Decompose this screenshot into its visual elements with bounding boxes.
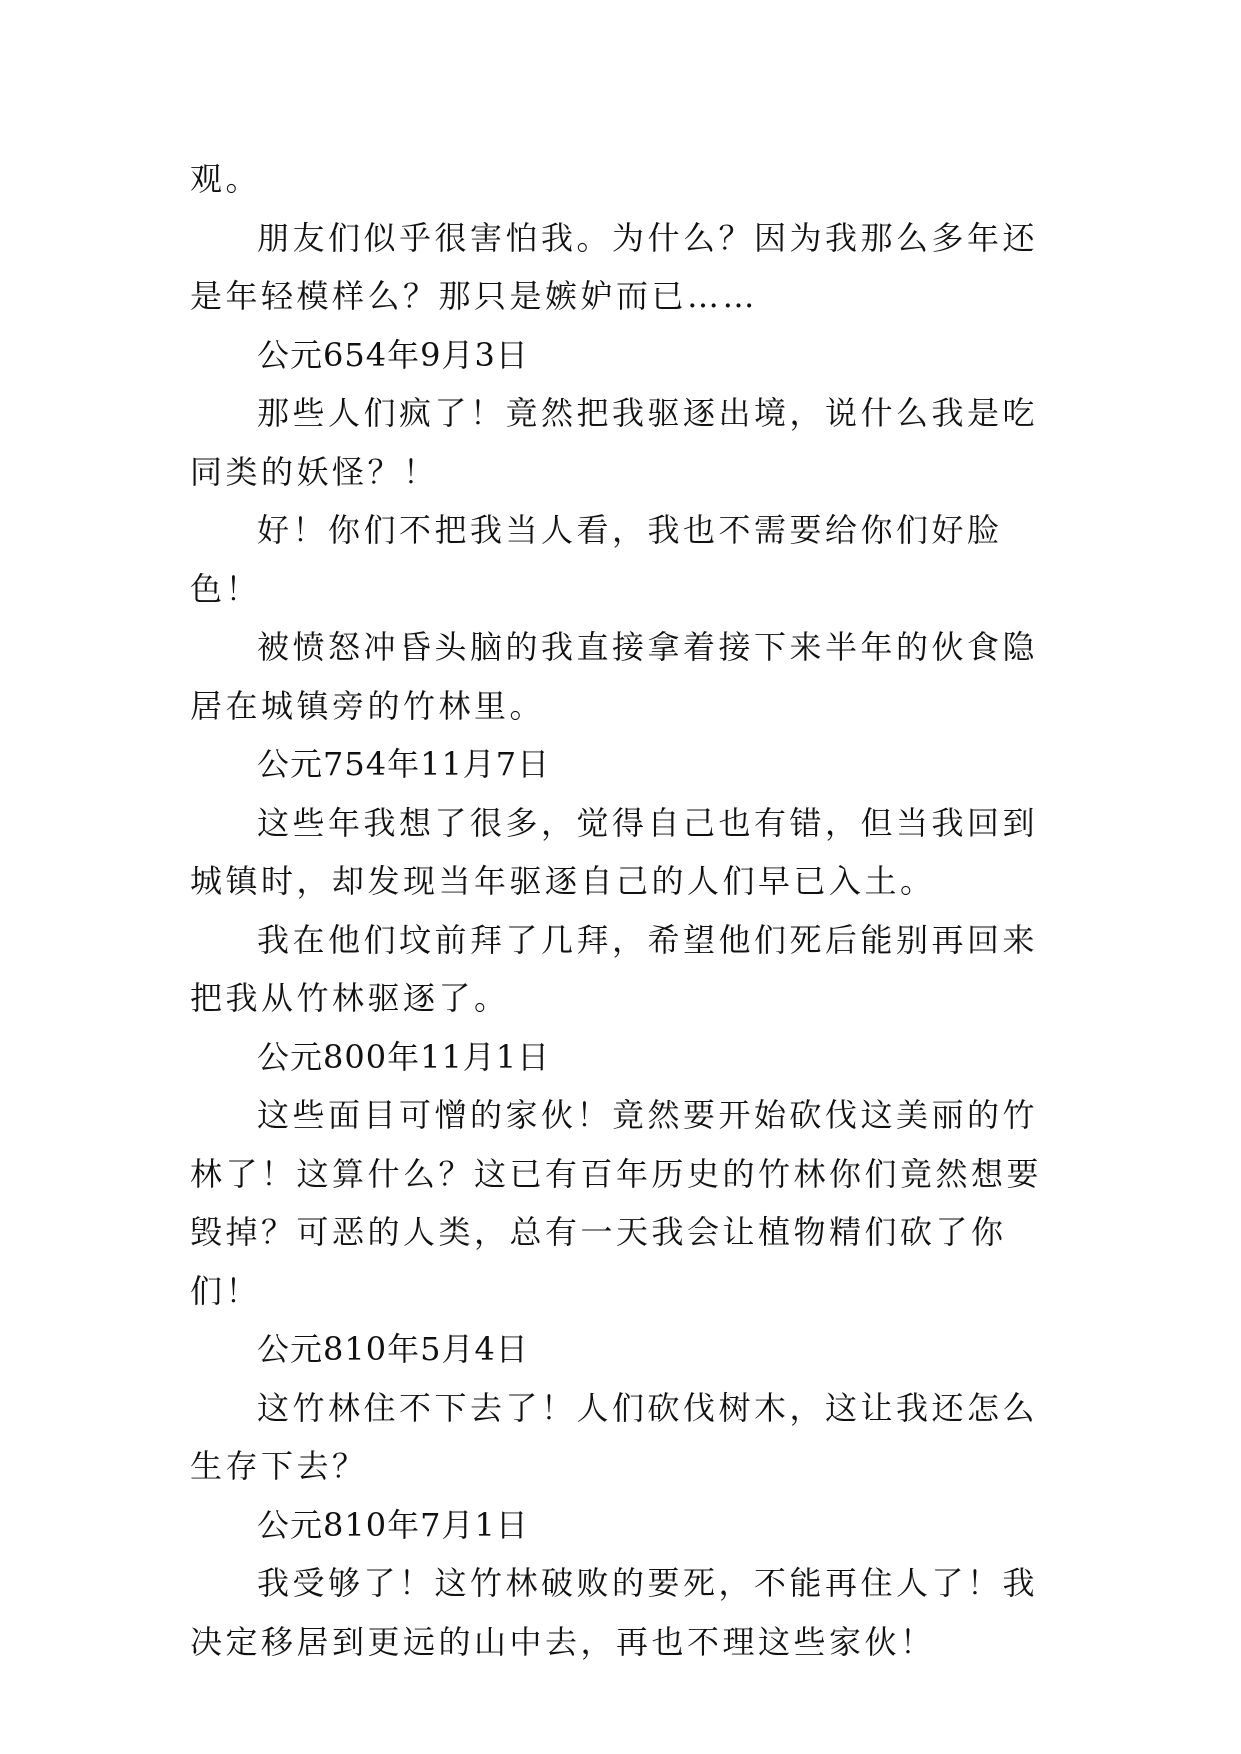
paragraph: 这些年我想了很多，觉得自己也有错，但当我回到城镇时，却发现当年驱逐自己的人们早已入土。: [190, 803, 1039, 900]
paragraph: 被愤怒冲昏头脑的我直接拿着接下来半年的伙食隐居在城镇旁的竹林里。: [190, 628, 1039, 725]
paragraph: 我受够了！这竹林破败的要死，不能再住人了！我决定移居到更远的山中去，再也不理这些家伙！: [190, 1564, 1039, 1661]
paragraph: 那些人们疯了！竟然把我驱逐出境，说什么我是吃同类的妖怪？！: [190, 394, 1039, 491]
paragraph: 朋友们似乎很害怕我。为什么？因为我那么多年还是年轻模样么？那只是嫉妒而已……: [190, 218, 1039, 315]
document-body: [190, 150, 1060, 1671]
paragraph: 我在他们坟前拜了几拜，希望他们死后能别再回来把我从竹林驱逐了。: [190, 920, 1039, 1017]
paragraph: 观。: [190, 160, 262, 198]
diary-date: 公元754年11月7日: [257, 745, 551, 783]
diary-date: 公元800年11月1日: [257, 1037, 551, 1076]
paragraph: 这些面目可憎的家伙！竟然要开始砍伐这美丽的竹林了！这算什么？这已有百年历史的竹林你们竟然想要毁掉？可恶的人类，总有一天我会让植物精们砍了你们！: [190, 1096, 1043, 1310]
diary-date: 公元810年5月4日: [257, 1330, 529, 1368]
diary-date: 公元810年7月1日: [257, 1505, 529, 1544]
diary-date: 公元654年9月3日: [257, 335, 529, 374]
paragraph: 这竹林住不下去了！人们砍伐树木，这让我还怎么生存下去？: [190, 1388, 1039, 1485]
paragraph: 好！你们不把我当人看，我也不需要给你们好脸色！: [190, 511, 1003, 608]
